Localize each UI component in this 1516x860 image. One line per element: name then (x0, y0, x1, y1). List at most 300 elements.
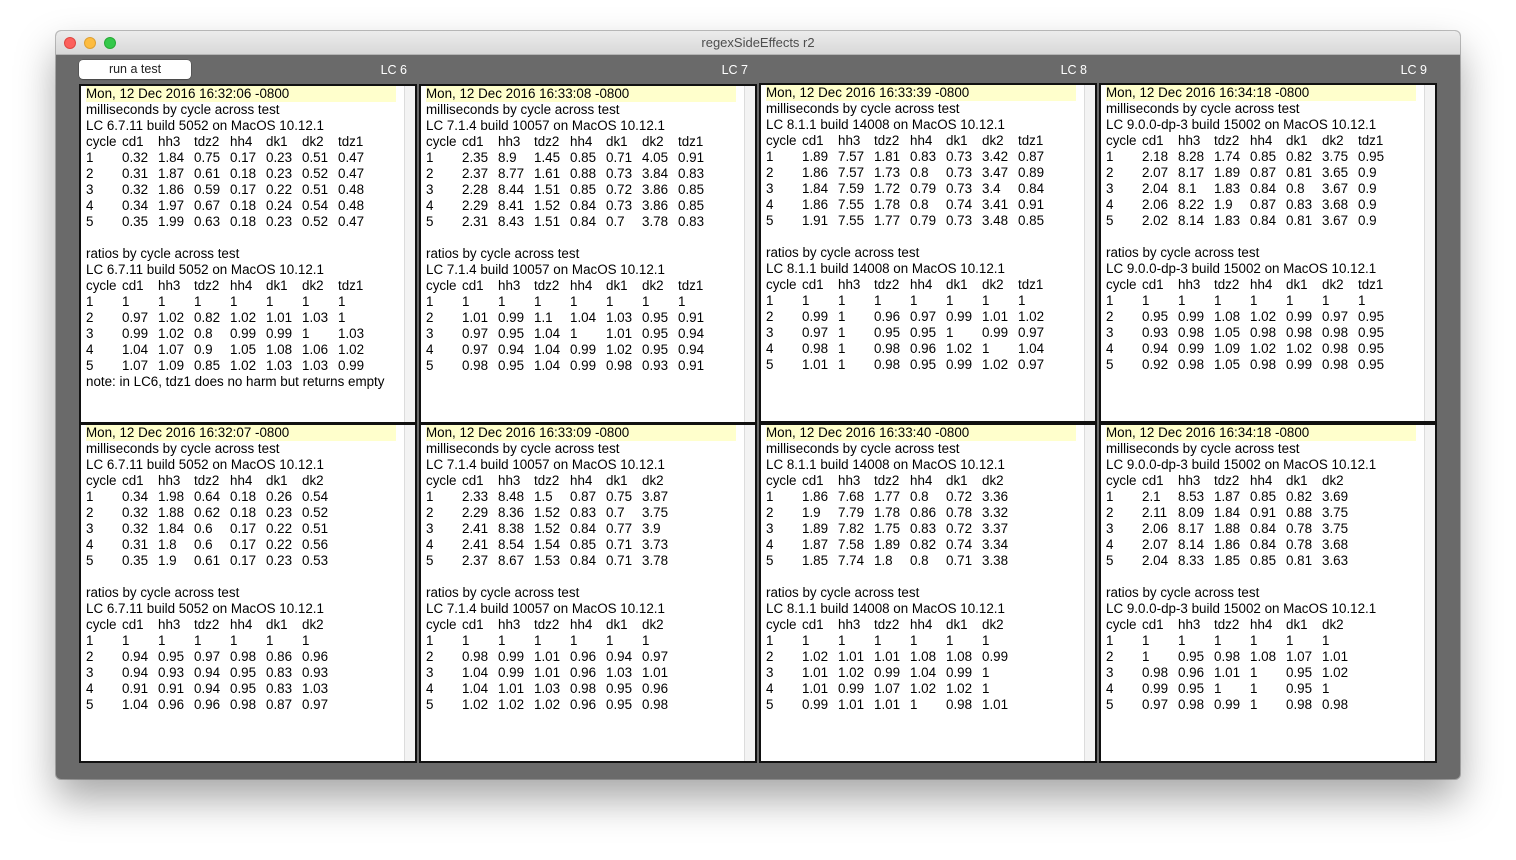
ratio-table-row (1106, 665, 1416, 681)
ms-table-cell: 3.75 (1322, 521, 1349, 536)
ratio-table-cell: 1 (230, 294, 238, 309)
ratio-table-cell: 0.95 (230, 681, 257, 696)
ratio-build-info: LC 7.1.4 build 10057 on MacOS 10.12.1 (426, 601, 665, 616)
ratio-table-cell: 1.01 (498, 681, 525, 696)
ratio-table-header-cell: hh3 (498, 617, 521, 632)
ratio-table-cell: 0.95 (606, 681, 633, 696)
ms-table-cell: 1.83 (1214, 213, 1241, 228)
ratio-table-cell: 3 (1106, 665, 1114, 680)
ms-table-cell: 8.41 (498, 198, 525, 213)
ratio-table-cell: 5 (86, 697, 94, 712)
ratio-table-cell: 0.83 (266, 681, 293, 696)
ratio-table-cell: 1 (642, 633, 650, 648)
ms-table-header-cell: tdz2 (874, 473, 900, 488)
ratio-table-cell: 0.98 (1286, 325, 1313, 340)
ms-table-cell: 3 (86, 182, 94, 197)
ratio-table-cell: 0.98 (606, 358, 633, 373)
ms-table-header-cell: cd1 (462, 473, 484, 488)
ratio-table-cell: 1.01 (802, 665, 829, 680)
ms-table-cell: 3.36 (982, 489, 1009, 504)
ratio-table-cell: 0.91 (122, 681, 149, 696)
ms-table-cell: 1.9 (1214, 197, 1233, 212)
ratio-table-cell: 1.02 (1250, 341, 1277, 356)
ratio-table-cell: 0.94 (122, 665, 149, 680)
ratio-table-cell: 1.08 (1250, 649, 1277, 664)
ms-table-cell: 0.83 (678, 214, 705, 229)
ms-table-cell: 0.84 (1250, 181, 1277, 196)
ratio-table-cell: 1.02 (1250, 309, 1277, 324)
ms-table-cell: 7.55 (838, 213, 865, 228)
ms-table-row (766, 505, 1076, 521)
ms-table-cell: 2.11 (1142, 505, 1168, 520)
ratio-table-cell: 1.03 (338, 326, 365, 341)
ms-table-cell: 1.86 (802, 489, 829, 504)
ratio-table-cell: 1 (122, 633, 130, 648)
ratio-table-cell: 0.86 (266, 649, 293, 664)
ms-table-cell: 0.53 (302, 553, 329, 568)
ratio-table-header-row (86, 278, 396, 294)
ratio-table-cell: 1 (910, 293, 918, 308)
ms-table-cell: 3 (766, 181, 774, 196)
ratio-table-cell: 5 (766, 357, 774, 372)
ms-table-cell: 1.5 (534, 489, 553, 504)
ms-table-cell: 4.05 (642, 150, 669, 165)
ms-table-cell: 1 (86, 489, 94, 504)
ms-table-cell: 3.78 (642, 214, 669, 229)
results-field-lc8-bottom[interactable] (759, 423, 1097, 763)
ratio-table-cell: 1.02 (230, 310, 257, 325)
ms-table-cell: 1.52 (534, 521, 561, 536)
ratio-table-cell: 5 (1106, 357, 1114, 372)
ratio-table-header-cell: tdz2 (194, 278, 220, 293)
blank-line (86, 569, 396, 585)
ms-title: milliseconds by cycle across test (766, 441, 960, 456)
app-window (56, 31, 1460, 779)
blank-line (766, 229, 1076, 245)
ms-table-row (1106, 537, 1416, 553)
ms-table-cell: 0.8 (910, 553, 929, 568)
vertical-scrollbar[interactable] (404, 425, 415, 761)
vertical-scrollbar[interactable] (1084, 85, 1095, 421)
ms-table-header-cell: cycle (766, 133, 797, 148)
ms-table-header-cell: dk2 (302, 134, 324, 149)
ms-table-cell: 4 (426, 537, 434, 552)
results-field-lc6-bottom[interactable] (79, 423, 417, 763)
ms-table-header-cell: cycle (86, 473, 117, 488)
ratio-table-cell: 0.97 (462, 326, 489, 341)
ratio-table-cell: 0.99 (982, 325, 1009, 340)
ms-table-header-cell: hh3 (158, 134, 181, 149)
ratio-table-row (426, 697, 736, 713)
ms-table-cell: 0.34 (122, 489, 149, 504)
results-text (426, 425, 736, 713)
ratio-table-cell: 1 (982, 681, 990, 696)
ratio-table-cell: 1.01 (802, 357, 829, 372)
ms-table-cell: 0.47 (338, 150, 365, 165)
ms-table-cell: 1.78 (874, 505, 901, 520)
ratio-table-cell: 1.02 (838, 665, 865, 680)
ratio-table-row (426, 358, 736, 374)
ms-table-header-cell: hh4 (570, 473, 593, 488)
ms-table-cell: 2.28 (462, 182, 489, 197)
ratio-table-cell: 4 (86, 342, 94, 357)
note-line: note: in LC6, tdz1 does no harm but returns empty (86, 374, 385, 389)
ratio-table-cell: 0.96 (910, 341, 937, 356)
ms-table-header-row (1106, 133, 1416, 149)
ratio-build-info: LC 8.1.1 build 14008 on MacOS 10.12.1 (766, 261, 1005, 276)
ms-table-header-cell: cycle (426, 473, 457, 488)
ratio-table-header-cell: dk2 (642, 617, 664, 632)
ratio-table-cell: 1.1 (534, 310, 553, 325)
ms-table-cell: 0.78 (1286, 521, 1313, 536)
ratio-table-row (86, 358, 396, 374)
ms-table-cell: 0.17 (230, 521, 257, 536)
vertical-scrollbar[interactable] (1424, 425, 1435, 761)
ms-table-header-cell: dk2 (642, 473, 664, 488)
ms-table-header-cell: tdz1 (338, 134, 364, 149)
ratio-table-cell: 1 (570, 633, 578, 648)
ratio-table-cell: 1 (1106, 633, 1114, 648)
ratio-table-cell: 1 (678, 294, 686, 309)
results-text (86, 425, 396, 713)
ratio-table-cell: 0.99 (946, 357, 973, 372)
ratio-table-cell: 1.02 (910, 681, 937, 696)
ms-table-header-row (766, 473, 1076, 489)
results-field-lc6-top[interactable] (79, 84, 417, 424)
ratio-title: ratios by cycle across test (426, 246, 580, 261)
ratio-table-cell: 4 (426, 681, 434, 696)
ratio-table-cell: 0.95 (642, 310, 669, 325)
ratio-table-cell: 0.97 (302, 697, 329, 712)
ratio-table-cell: 0.99 (122, 326, 149, 341)
ms-table-header-row (426, 134, 736, 150)
ratio-table-cell: 1 (838, 341, 846, 356)
ratio-build-info: LC 6.7.11 build 5052 on MacOS 10.12.1 (86, 601, 324, 616)
ms-table-cell: 0.85 (570, 150, 597, 165)
ms-table-cell: 5 (1106, 213, 1114, 228)
ratio-table-header-cell: cycle (1106, 277, 1137, 292)
ratio-title: ratios by cycle across test (766, 245, 920, 260)
ratio-table-cell: 0.97 (1142, 697, 1169, 712)
ratio-table-header-row (86, 617, 396, 633)
ms-table-cell: 8.09 (1178, 505, 1205, 520)
ratio-table-row (766, 665, 1076, 681)
ratio-table-header-cell: cycle (426, 617, 457, 632)
ms-table-row (86, 166, 396, 182)
ratio-table-cell: 0.94 (122, 649, 149, 664)
ms-table-header-cell: tdz2 (534, 134, 560, 149)
ratio-table-cell: 1 (498, 633, 506, 648)
results-text (86, 86, 396, 390)
ms-table-header-cell: tdz2 (874, 133, 900, 148)
ms-table-cell: 0.35 (122, 553, 149, 568)
ms-table-cell: 3.86 (642, 182, 669, 197)
ratio-table-header-cell: hh3 (158, 617, 181, 632)
ms-table-cell: 0.51 (302, 182, 329, 197)
ms-table-cell: 4 (1106, 197, 1114, 212)
ratio-table-cell: 1 (802, 633, 810, 648)
blank-line (1106, 569, 1416, 585)
ms-table-cell: 8.9 (498, 150, 517, 165)
ratio-title: ratios by cycle across test (86, 585, 240, 600)
blank-line (766, 569, 1076, 585)
ratio-table-cell: 1.02 (946, 341, 973, 356)
ratio-table-header-cell: tdz1 (338, 278, 364, 293)
ratio-table-cell: 1.02 (498, 697, 525, 712)
ms-table-cell: 5 (1106, 553, 1114, 568)
ms-table-cell: 0.8 (1286, 181, 1305, 196)
ratio-table-cell: 0.98 (874, 357, 901, 372)
ms-table-row (86, 505, 396, 521)
ratio-table-cell: 1 (838, 357, 846, 372)
ms-table-row (1106, 553, 1416, 569)
timestamp-line: Mon, 12 Dec 2016 16:34:18 -0800 (1106, 425, 1416, 441)
results-field-lc9-bottom[interactable] (1099, 423, 1437, 763)
ms-table-cell: 1.86 (802, 197, 829, 212)
ms-table-cell: 1.86 (158, 182, 185, 197)
ratio-table-row (766, 325, 1076, 341)
ratio-table-header-cell: tdz2 (534, 278, 560, 293)
ratio-table-cell: 0.91 (678, 310, 705, 325)
ms-table-cell: 8.38 (498, 521, 525, 536)
ratio-table-cell: 1 (498, 294, 506, 309)
ms-table-cell: 0.71 (946, 553, 973, 568)
ms-table-cell: 0.32 (122, 182, 149, 197)
ratio-table-cell: 1 (946, 293, 954, 308)
ratio-table-header-cell: tdz2 (534, 617, 560, 632)
ms-table-cell: 1.88 (1214, 521, 1241, 536)
ratio-table-cell: 1 (982, 665, 990, 680)
ratio-table-header-cell: hh4 (910, 617, 933, 632)
ratio-table-cell: 1 (338, 294, 346, 309)
ms-table-row (426, 182, 736, 198)
run-test-button[interactable]: run a test (79, 60, 191, 79)
vertical-scrollbar[interactable] (744, 425, 755, 761)
vertical-scrollbar[interactable] (744, 86, 755, 422)
ms-table-cell: 1.89 (1214, 165, 1241, 180)
ratio-table-header-cell: tdz2 (1214, 277, 1240, 292)
ratio-table-cell: 1.01 (642, 665, 669, 680)
ms-table-cell: 7.79 (838, 505, 865, 520)
ratio-table-row (1106, 681, 1416, 697)
ms-table-cell: 0.78 (1286, 537, 1313, 552)
ms-table-cell: 0.9 (1358, 181, 1377, 196)
ratio-table-row (1106, 309, 1416, 325)
ratio-table-cell: 0.95 (642, 326, 669, 341)
ms-table-cell: 0.79 (910, 213, 937, 228)
ms-table-cell: 2.41 (462, 537, 489, 552)
ratio-table-header-cell: hh4 (230, 278, 253, 293)
ratio-table-cell: 1.02 (338, 342, 365, 357)
ratio-table-cell: 1 (910, 697, 918, 712)
ratio-table-cell: 4 (86, 681, 94, 696)
ratio-table-cell: 0.99 (498, 665, 525, 680)
ms-title: milliseconds by cycle across test (766, 101, 960, 116)
ratio-table-cell: 0.99 (266, 326, 293, 341)
results-field-lc9-top[interactable] (1099, 83, 1437, 423)
ms-table-cell: 0.48 (338, 198, 365, 213)
blank-line (426, 230, 736, 246)
ms-table-cell: 3 (426, 521, 434, 536)
ms-table-cell: 0.85 (1250, 553, 1277, 568)
results-field-lc7-top[interactable] (419, 84, 757, 424)
ms-table-row (1106, 489, 1416, 505)
ratio-table-cell: 1 (1286, 633, 1294, 648)
ratio-table-cell: 1.01 (838, 697, 865, 712)
ms-title: milliseconds by cycle across test (426, 441, 620, 456)
ratio-table-row (426, 342, 736, 358)
ms-table-cell: 8.14 (1178, 213, 1205, 228)
ms-table-cell: 0.84 (570, 198, 597, 213)
ratio-table-cell: 1 (982, 633, 990, 648)
ms-table-cell: 3.37 (982, 521, 1009, 536)
ratio-table-cell: 2 (426, 310, 434, 325)
ratio-table-cell: 3 (426, 326, 434, 341)
ratio-table-cell: 2 (86, 310, 94, 325)
ratio-table-cell: 0.99 (946, 309, 973, 324)
ratio-table-header-cell: dk1 (266, 617, 288, 632)
ratio-table-cell: 0.98 (1322, 697, 1349, 712)
ms-table-cell: 0.77 (606, 521, 633, 536)
ratio-table-cell: 1 (1106, 293, 1114, 308)
ms-table-cell: 3.32 (982, 505, 1009, 520)
ms-table-cell: 0.84 (1250, 521, 1277, 536)
ms-table-header-cell: hh4 (910, 133, 933, 148)
ratio-table-cell: 3 (766, 665, 774, 680)
ratio-table-row (426, 294, 736, 310)
ms-table-cell: 1 (1106, 489, 1114, 504)
ratio-table-cell: 0.95 (498, 358, 525, 373)
ms-table-header-cell: tdz2 (194, 473, 220, 488)
vertical-scrollbar[interactable] (1084, 425, 1095, 761)
ms-table-cell: 0.17 (230, 150, 257, 165)
ms-table-cell: 0.73 (606, 166, 633, 181)
ratio-table-cell: 1.04 (534, 342, 561, 357)
ratio-table-row (86, 665, 396, 681)
ratio-table-cell: 1.01 (982, 697, 1009, 712)
ms-table-cell: 0.89 (1018, 165, 1045, 180)
ms-table-row (1106, 213, 1416, 229)
ratio-table-cell: 1.01 (874, 697, 901, 712)
ratio-table-cell: 0.95 (1286, 665, 1313, 680)
title-bar (56, 31, 1460, 55)
ratio-table-cell: 0.95 (1358, 309, 1385, 324)
ms-table-cell: 0.84 (570, 214, 597, 229)
ratio-table-header-row (426, 617, 736, 633)
ms-table-cell: 0.26 (266, 489, 293, 504)
ms-table-cell: 3.84 (642, 166, 669, 181)
ms-table-cell: 3.87 (642, 489, 669, 504)
ratio-table-cell: 0.97 (802, 325, 829, 340)
ratio-table-row (1106, 357, 1416, 373)
ratio-table-cell: 0.99 (946, 665, 973, 680)
ms-table-header-cell: hh4 (1250, 133, 1273, 148)
ms-table-header-cell: dk1 (266, 473, 288, 488)
ms-table-cell: 0.48 (338, 182, 365, 197)
timestamp-line: Mon, 12 Dec 2016 16:33:39 -0800 (766, 85, 1076, 101)
ms-title: milliseconds by cycle across test (86, 102, 280, 117)
ms-table-cell: 3.68 (1322, 197, 1349, 212)
ratio-table-cell: 5 (766, 697, 774, 712)
ms-table-cell: 0.18 (230, 166, 257, 181)
ms-table-cell: 3.68 (1322, 537, 1349, 552)
ratio-table-header-row (426, 278, 736, 294)
ms-table-cell: 1.73 (874, 165, 901, 180)
ratio-table-cell: 5 (1106, 697, 1114, 712)
ms-build-info: LC 9.0.0-dp-3 build 15002 on MacOS 10.12.1 (1106, 457, 1377, 472)
ratio-table-header-cell: dk2 (642, 278, 664, 293)
ratio-table-cell: 1.07 (1286, 649, 1313, 664)
lc6-label: LC 6 (380, 63, 407, 77)
results-field-lc8-top[interactable] (759, 83, 1097, 423)
ratio-table-cell: 1.01 (1322, 649, 1349, 664)
ms-table-cell: 0.32 (122, 521, 149, 536)
ms-table-cell: 0.72 (946, 521, 973, 536)
ratio-table-cell: 1 (802, 293, 810, 308)
ms-table-cell: 0.52 (302, 214, 329, 229)
ms-table-cell: 0.9 (1358, 165, 1377, 180)
ratio-table-cell: 1 (1322, 293, 1330, 308)
ms-table-cell: 0.47 (338, 166, 365, 181)
ratio-table-cell: 0.96 (642, 681, 669, 696)
ms-table-cell: 5 (86, 214, 94, 229)
ratio-table-row (1106, 697, 1416, 713)
ms-table-cell: 0.63 (194, 214, 221, 229)
ratio-table-cell: 0.9 (194, 342, 213, 357)
vertical-scrollbar[interactable] (1424, 85, 1435, 421)
ratio-table-cell: 1 (838, 633, 846, 648)
ms-table-header-cell: dk2 (302, 473, 324, 488)
ms-table-cell: 0.82 (910, 537, 937, 552)
ratio-table-cell: 0.94 (498, 342, 525, 357)
ratio-table-row (766, 357, 1076, 373)
ratio-table-cell: 1 (874, 633, 882, 648)
ms-table-header-cell: tdz1 (1358, 133, 1384, 148)
ratio-table-cell: 4 (766, 681, 774, 696)
ms-table-cell: 1.77 (874, 489, 901, 504)
ratio-table-cell: 0.98 (1178, 697, 1205, 712)
ms-table-header-cell: dk2 (982, 473, 1004, 488)
ratio-table-cell: 1 (1178, 633, 1186, 648)
ms-table-cell: 8.1 (1178, 181, 1197, 196)
ratio-table-cell: 1.03 (302, 681, 329, 696)
ms-table-cell: 7.57 (838, 149, 865, 164)
ms-table-cell: 2.29 (462, 505, 489, 520)
ratio-table-cell: 0.99 (570, 358, 597, 373)
ms-table-cell: 0.72 (606, 182, 633, 197)
ms-table-header-cell: cycle (1106, 133, 1137, 148)
ratio-table-header-cell: dk1 (266, 278, 288, 293)
ms-table-row (426, 198, 736, 214)
ratio-table-cell: 0.95 (498, 326, 525, 341)
ms-table-cell: 7.57 (838, 165, 865, 180)
ratio-table-cell: 0.98 (462, 358, 489, 373)
ratio-table-header-cell: dk2 (982, 277, 1004, 292)
ms-table-cell: 1.85 (1214, 553, 1241, 568)
results-field-lc7-bottom[interactable] (419, 423, 757, 763)
ratio-table-cell: 0.98 (1322, 325, 1349, 340)
ratio-table-cell: 1 (462, 633, 470, 648)
ratio-table-cell: 0.91 (158, 681, 185, 696)
vertical-scrollbar[interactable] (404, 86, 415, 422)
ratio-table-header-cell: cycle (1106, 617, 1137, 632)
ratio-table-header-cell: tdz2 (874, 277, 900, 292)
ratio-table-cell: 1.04 (122, 342, 149, 357)
ms-table-cell: 0.85 (570, 537, 597, 552)
ratio-table-row (766, 293, 1076, 309)
ratio-table-cell: 0.94 (1142, 341, 1169, 356)
ms-table-cell: 5 (766, 553, 774, 568)
